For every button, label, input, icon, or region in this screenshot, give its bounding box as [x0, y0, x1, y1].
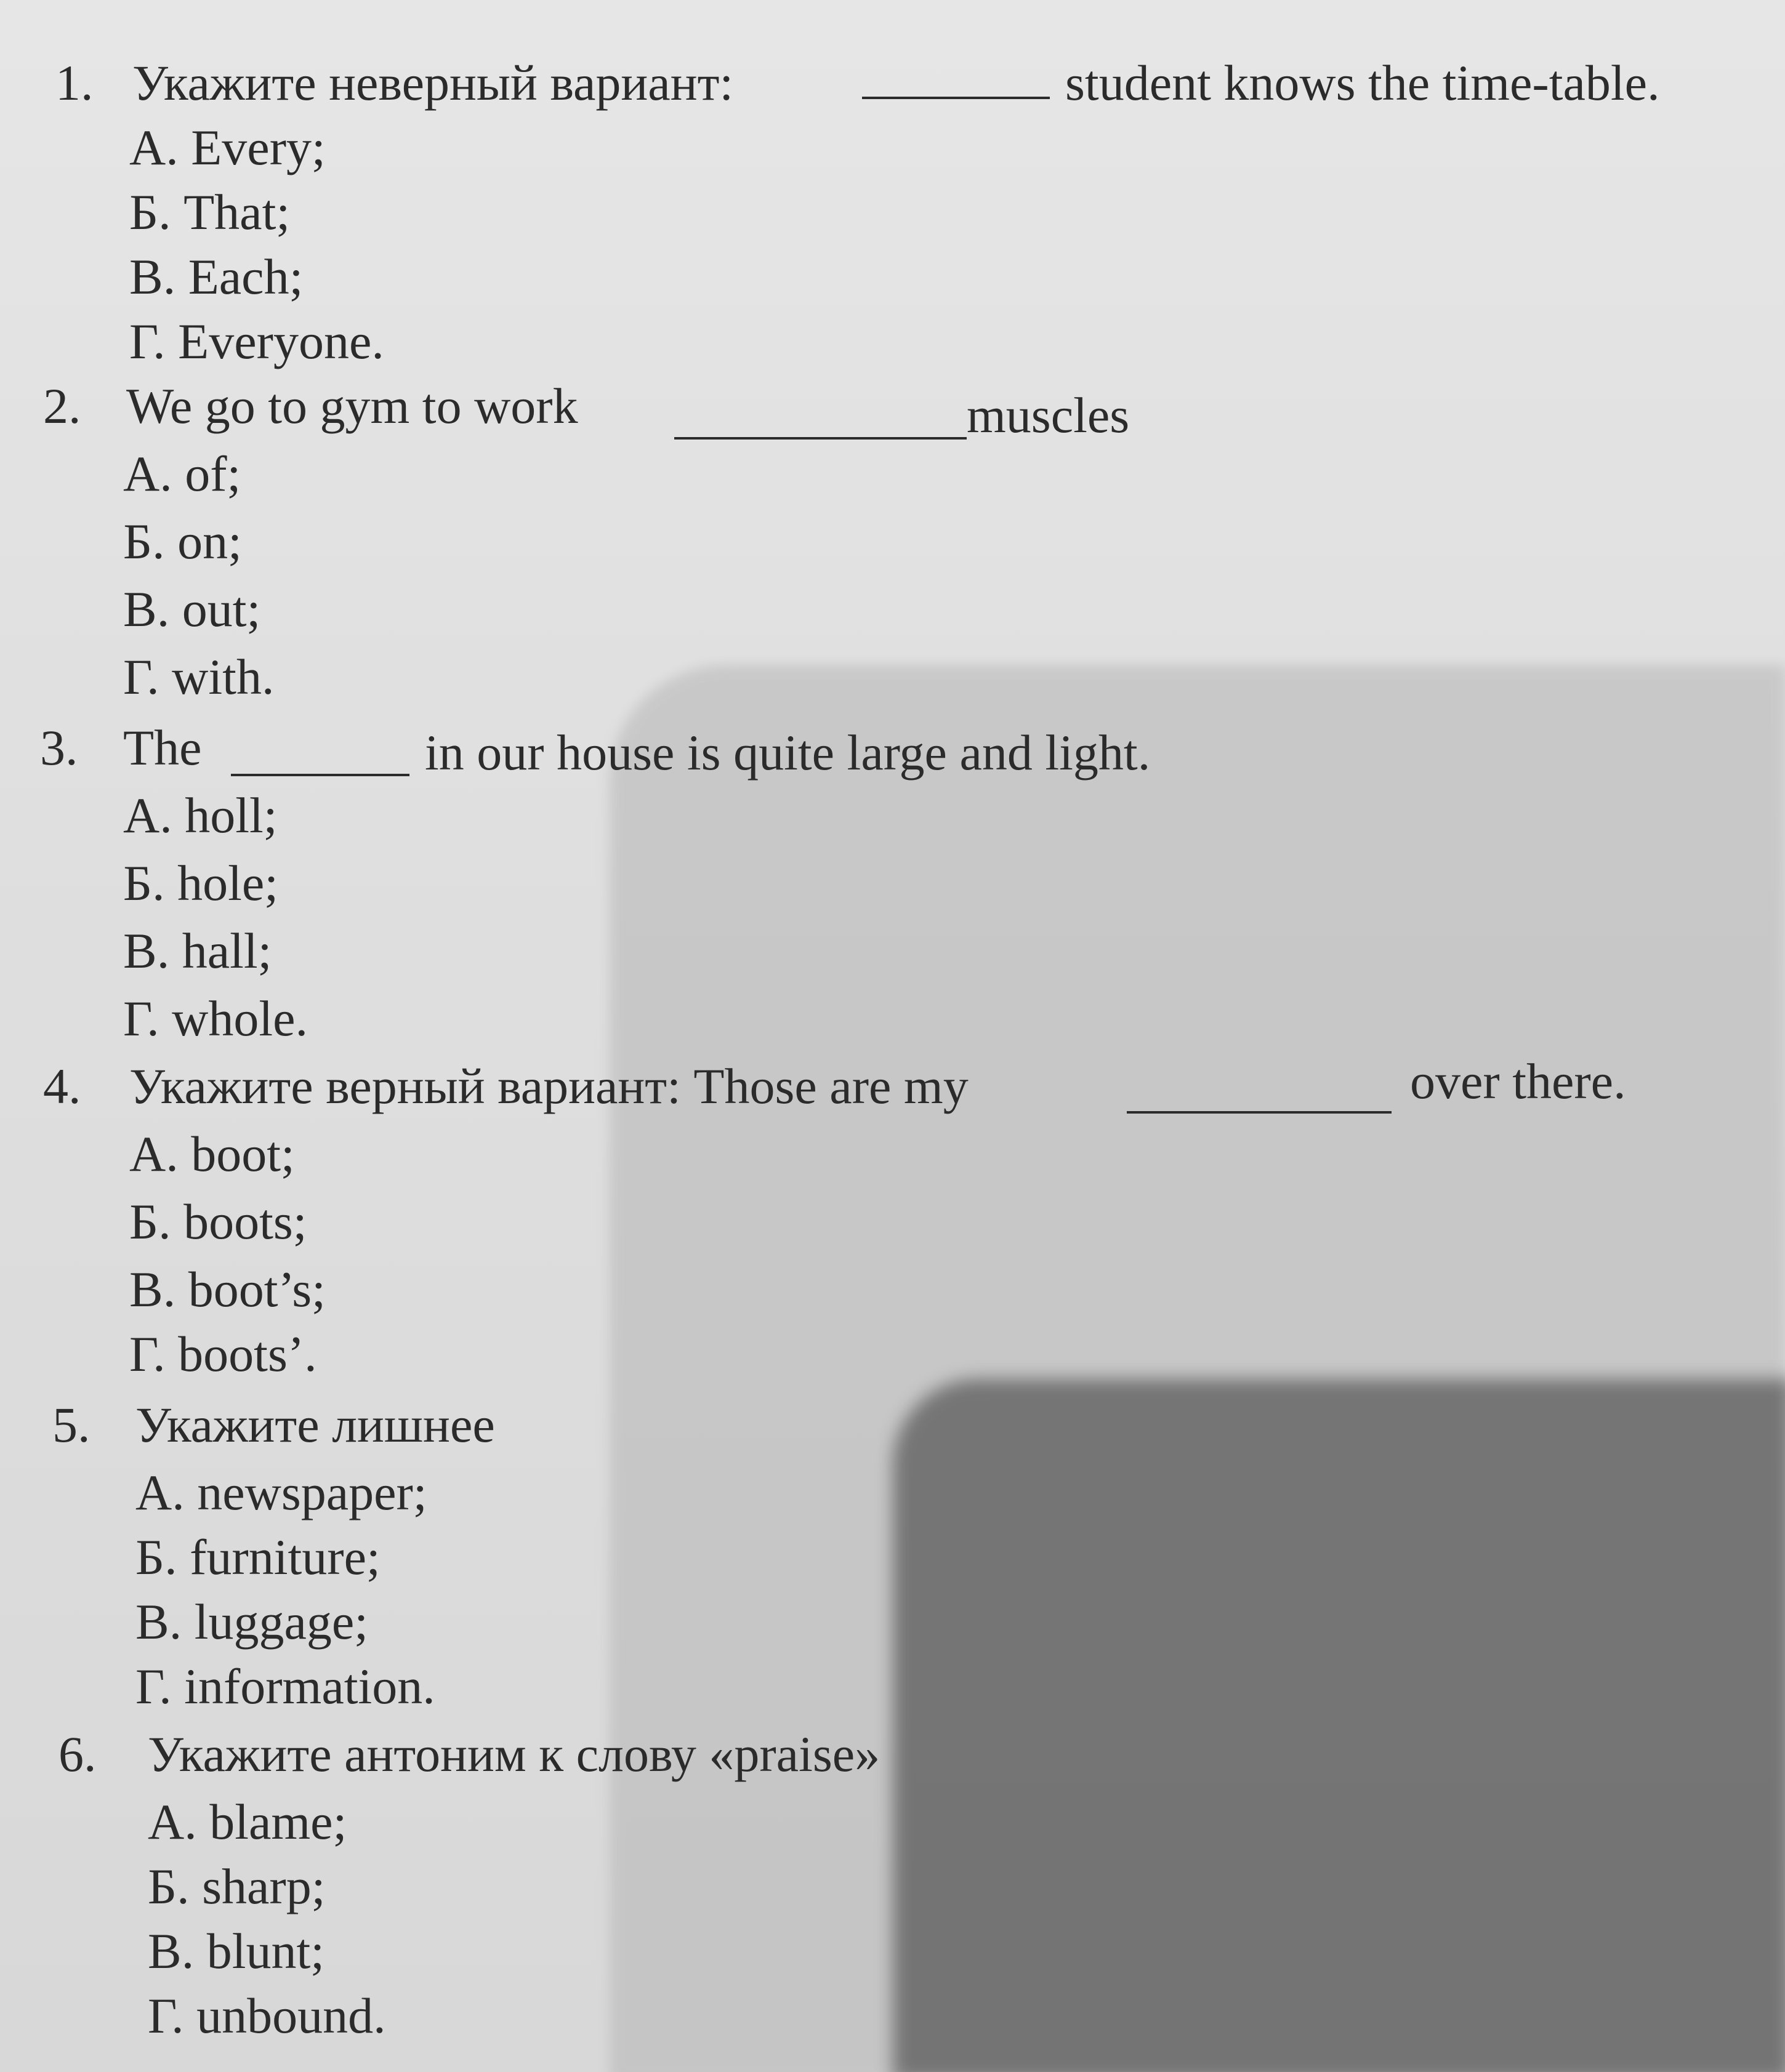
question-1: [0, 43, 1785, 375]
option-v: B. luggage;: [135, 1594, 369, 1650]
question-number: 4.: [43, 1058, 81, 1114]
question-text-continued: muscles: [967, 387, 1130, 443]
option-g: Г. with.: [123, 649, 275, 705]
answer-blank: [1127, 1111, 1392, 1114]
question-2: [0, 375, 1785, 708]
option-a: A. holl;: [123, 787, 278, 843]
question-text: The: [123, 720, 202, 776]
option-b: Б. on;: [123, 513, 242, 569]
option-a: A. Every;: [129, 119, 326, 175]
option-g: Г. information.: [135, 1658, 435, 1714]
question-text: Укажите антоним к слову «praise»: [148, 1726, 880, 1782]
question-text: Укажите неверный вариант:: [132, 55, 734, 111]
question-4: [0, 1053, 1785, 1388]
option-g: Г. boots’.: [129, 1326, 317, 1382]
option-a: A. of;: [123, 446, 241, 502]
option-g: Г. whole.: [123, 990, 308, 1046]
question-text-continued: student knows the time-table.: [1065, 55, 1660, 111]
option-g: Г. unbound.: [148, 1988, 386, 2044]
option-v: B. blunt;: [148, 1923, 325, 1979]
option-v: B. out;: [123, 581, 261, 637]
answer-blank: [862, 97, 1050, 99]
question-text: We go to gym to work: [126, 378, 578, 434]
question-number: 2.: [43, 378, 81, 434]
option-a: A. blame;: [148, 1794, 347, 1850]
question-5: [0, 1394, 1785, 1727]
question-text: Укажите лишнее: [135, 1397, 495, 1453]
question-number: 3.: [40, 720, 78, 776]
option-v: B. Each;: [129, 249, 304, 305]
option-b: Б. hole;: [123, 855, 279, 911]
question-number: 1.: [55, 55, 94, 111]
option-b: Б. boots;: [129, 1194, 307, 1250]
option-b: Б. That;: [129, 184, 291, 240]
option-a: A. newspaper;: [135, 1464, 427, 1520]
option-v: B. boot’s;: [129, 1261, 326, 1317]
option-v: B. hall;: [123, 923, 272, 979]
option-a: A. boot;: [129, 1126, 295, 1182]
question-text-continued: in our house is quite large and light.: [425, 725, 1151, 781]
question-3: [0, 717, 1785, 1050]
option-g: Г. Everyone.: [129, 313, 384, 369]
option-b: Б. furniture;: [135, 1529, 381, 1585]
question-text: Укажите верный вариант: Those are my: [129, 1058, 969, 1114]
option-b: Б. sharp;: [148, 1858, 326, 1914]
answer-blank: [674, 437, 967, 440]
question-6: [0, 1724, 1785, 2056]
question-number: 6.: [58, 1726, 97, 1782]
question-number: 5.: [52, 1397, 91, 1453]
question-text-continued: over there.: [1410, 1053, 1626, 1109]
answer-blank: [231, 774, 409, 776]
